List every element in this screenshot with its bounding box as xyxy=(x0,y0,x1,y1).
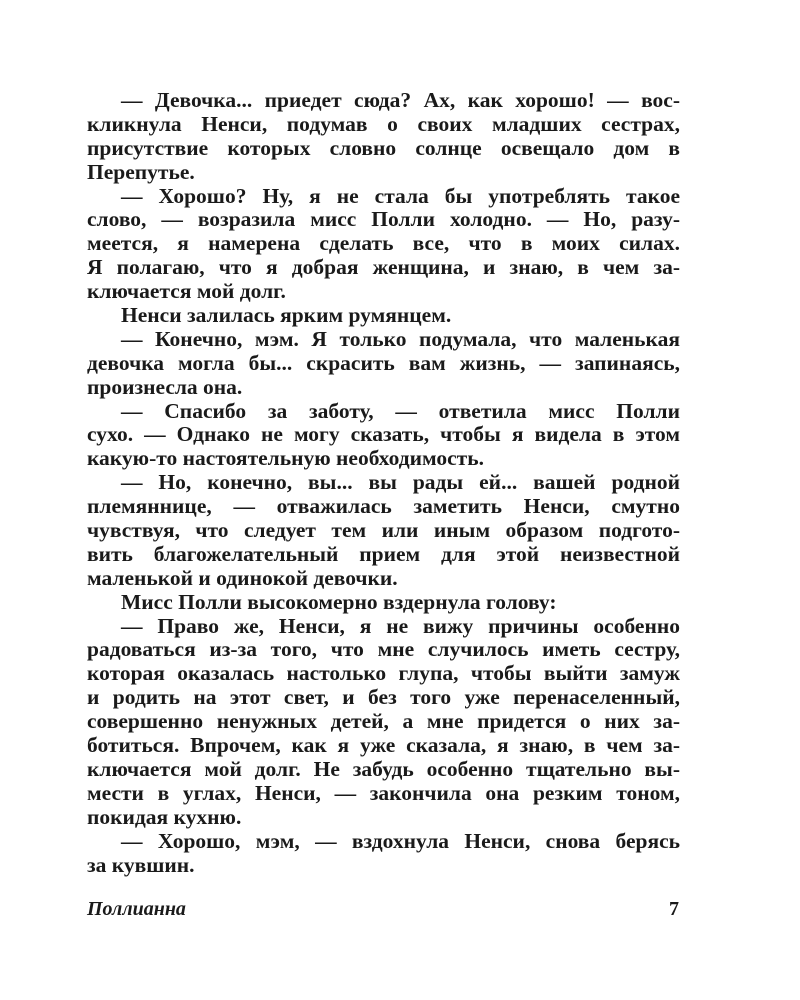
text-line: произнесла она. xyxy=(87,374,243,399)
text-line: ключается мой долг. Не забудь особенно тщательно вы- xyxy=(87,756,680,781)
text-line: — Но, конечно, вы... вы рады ей... вашей родной xyxy=(121,470,680,495)
text-line: слово, — возразила мисс Полли холодно. — Но, разу- xyxy=(87,207,680,232)
text-line: ключается мой долг. xyxy=(87,279,286,304)
body-text xyxy=(87,89,680,877)
text-line: племяннице, — отважилась заметить Ненси, смутно xyxy=(87,494,680,519)
text-line: присутствие которых словно солнце освещало дом в xyxy=(87,135,680,160)
text-line: радоваться из-за того, что мне случилось иметь сестру, xyxy=(87,637,680,662)
text-line: ботиться. Впрочем, как я уже сказала, я знаю, в чем за- xyxy=(87,733,680,758)
text-line: кликнула Ненси, подумав о своих младших сестрах, xyxy=(87,111,680,136)
text-line: девочка могла бы... скрасить вам жизнь, — запинаясь, xyxy=(87,350,680,375)
text-line: мести в углах, Ненси, — закончила она резким тоном, xyxy=(87,780,680,805)
text-line: Я полагаю, что я добрая женщина, и знаю, в чем за- xyxy=(87,255,680,280)
text-line: — Хорошо? Ну, я не стала бы употреблять такое xyxy=(121,183,680,208)
text-line: Перепутье. xyxy=(87,159,195,184)
text-line: покидая кухню. xyxy=(87,804,242,829)
text-line: — Право же, Ненси, я не вижу причины особенно xyxy=(121,613,680,638)
text-line: — Хорошо, мэм, — вздохнула Ненси, снова берясь xyxy=(121,828,680,853)
text-line: вить благожелательный прием для этой неизвестной xyxy=(87,541,680,566)
page-number: 7 xyxy=(669,898,679,920)
text-line: — Девочка... приедет сюда? Ах, как хорошо! — вос- xyxy=(121,88,680,112)
text-line: маленькой и одинокой девочки. xyxy=(87,565,398,590)
text-line: меется, я намерена сделать все, что в моих силах. xyxy=(87,231,680,256)
text-line: Мисс Полли высокомерно вздернула голову: xyxy=(121,589,557,614)
text-line: какую-то настоятельную необходимость. xyxy=(87,446,484,471)
text-line: Ненси залилась ярким румянцем. xyxy=(121,303,452,328)
text-line: — Конечно, мэм. Я только подумала, что маленькая xyxy=(121,326,680,351)
text-line: совершенно ненужных детей, а мне придется о них за- xyxy=(87,709,680,734)
text-line: за кувшин. xyxy=(87,852,195,877)
text-line: — Спасибо за заботу, — ответила мисс Полли xyxy=(121,398,680,423)
text-line: которая оказалась настолько глупа, чтобы выйти замуж xyxy=(87,661,680,686)
running-footer-title: Поллианна xyxy=(87,898,186,920)
text-line: чувствуя, что следует тем или иным образом подгото- xyxy=(87,518,680,543)
text-line: и родить на этот свет, и без того уже перенаселенный, xyxy=(87,685,680,710)
text-line: сухо. — Однако не могу сказать, чтобы я видела в этом xyxy=(87,422,680,447)
